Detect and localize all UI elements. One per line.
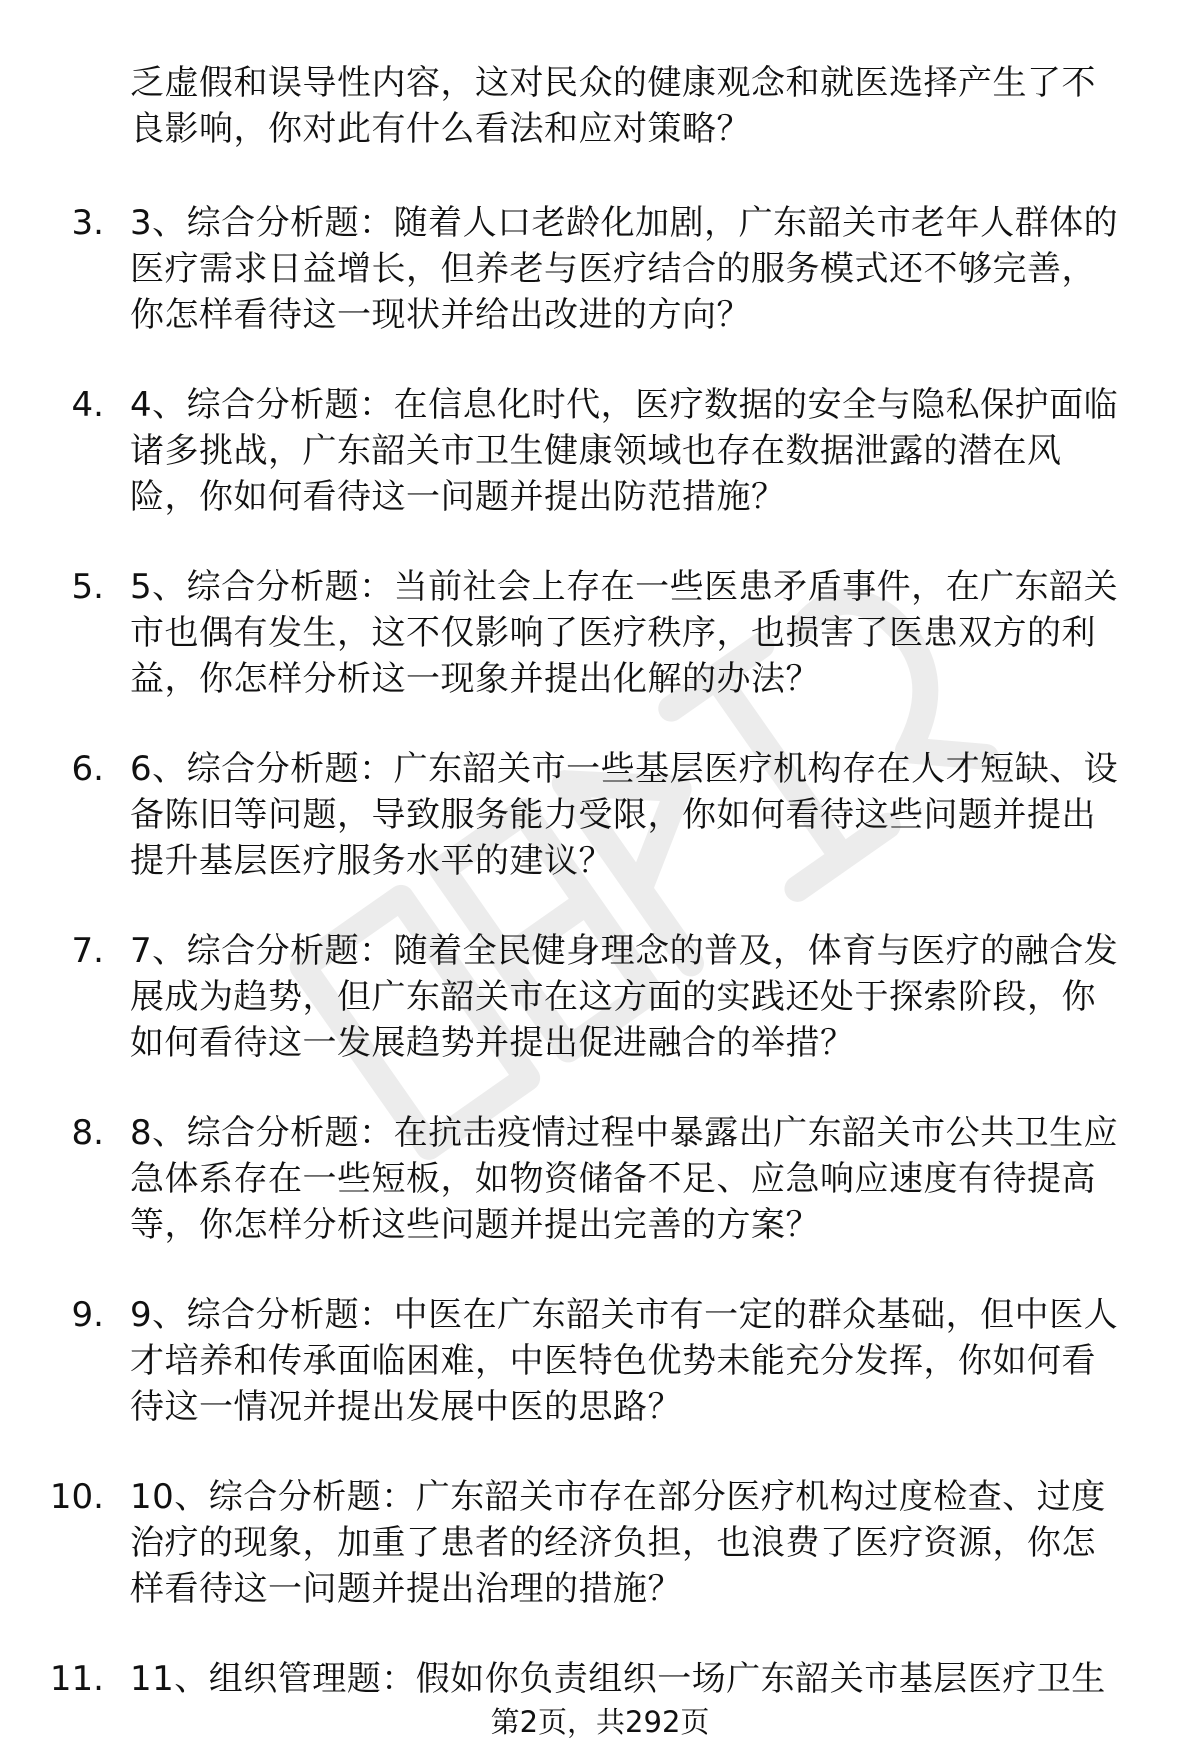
question-line: 医疗需求日益增长，但养老与医疗结合的服务模式还不够完善，: [130, 249, 1096, 289]
question-text: [130, 1474, 1170, 1612]
question-line: 备陈旧等问题，导致服务能力受限，你如何看待这些问题并提出: [130, 795, 1096, 835]
question-text: [130, 382, 1170, 520]
page-footer: 第2页，共292页: [490, 1705, 710, 1739]
list-number: 7.: [71, 931, 104, 971]
question-text: [130, 746, 1170, 884]
list-number: 10.: [49, 1477, 104, 1517]
list-number: 4.: [71, 385, 104, 425]
question-list: [0, 200, 1200, 1702]
list-number: 3.: [71, 203, 104, 243]
question-line: 待这一情况并提出发展中医的思路？: [130, 1387, 682, 1427]
continuation-line: 良影响，你对此有什么看法和应对策略？: [130, 109, 751, 149]
question-line: 提升基层医疗服务水平的建议？: [130, 841, 613, 881]
question-line: 诸多挑战，广东韶关市卫生健康领域也存在数据泄露的潜在风: [130, 431, 1062, 471]
list-number: 6.: [71, 749, 104, 789]
question-line: 市也偶有发生，这不仅影响了医疗秩序，也损害了医患双方的利: [130, 613, 1096, 653]
continuation-line: 乏虚假和误导性内容，这对民众的健康观念和就医选择产生了不: [130, 63, 1096, 103]
question-text: [130, 1292, 1170, 1430]
question-line: 8、综合分析题：在抗击疫情过程中暴露出广东韶关市公共卫生应: [130, 1113, 1119, 1153]
list-item: [0, 382, 1200, 520]
list-item: [0, 1110, 1200, 1248]
question-line: 3、综合分析题：随着人口老龄化加剧，广东韶关市老年人群体的: [130, 203, 1119, 243]
question-text: [130, 928, 1170, 1066]
list-number: 8.: [71, 1113, 104, 1153]
question-line: 样看待这一问题并提出治理的措施？: [130, 1569, 682, 1609]
list-item: [0, 564, 1200, 702]
question-line: 10、综合分析题：广东韶关市存在部分医疗机构过度检查、过度: [130, 1477, 1106, 1517]
question-line: 等，你怎样分析这些问题并提出完善的方案？: [130, 1205, 820, 1245]
list-number: 9.: [71, 1295, 104, 1335]
question-line: 9、综合分析题：中医在广东韶关市有一定的群众基础，但中医人: [130, 1295, 1119, 1335]
question-line: 急体系存在一些短板，如物资储备不足、应急响应速度有待提高: [130, 1159, 1096, 1199]
list-item: [0, 200, 1200, 338]
question-line: 治疗的现象，加重了患者的经济负担，也浪费了医疗资源，你怎: [130, 1523, 1096, 1563]
question-line: 险，你如何看待这一问题并提出防范措施？: [130, 477, 786, 517]
document-body: [0, 60, 1200, 1746]
question-line: 才培养和传承面临困难，中医特色优势未能充分发挥，你如何看: [130, 1341, 1096, 1381]
list-item: [0, 928, 1200, 1066]
question-text: [130, 200, 1170, 338]
question-line: 益，你怎样分析这一现象并提出化解的办法？: [130, 659, 820, 699]
question-line: 如何看待这一发展趋势并提出促进融合的举措？: [130, 1023, 855, 1063]
list-item: [0, 1656, 1200, 1702]
question-line: 5、综合分析题：当前社会上存在一些医患矛盾事件，在广东韶关: [130, 567, 1119, 607]
previous-question-continuation: [0, 60, 1200, 152]
question-line: 4、综合分析题：在信息化时代，医疗数据的安全与隐私保护面临: [130, 385, 1119, 425]
question-text: [130, 1110, 1170, 1248]
list-number: 11.: [49, 1659, 104, 1699]
list-item: [0, 746, 1200, 884]
list-number: 5.: [71, 567, 104, 607]
list-item: [0, 1474, 1200, 1612]
question-line: 7、综合分析题：随着全民健身理念的普及，体育与医疗的融合发: [130, 931, 1119, 971]
question-line: 6、综合分析题：广东韶关市一些基层医疗机构存在人才短缺、设: [130, 749, 1119, 789]
list-item: [0, 1292, 1200, 1430]
question-line: 你怎样看待这一现状并给出改进的方向？: [130, 295, 751, 335]
question-line: 展成为趋势，但广东韶关市在这方面的实践还处于探索阶段，你: [130, 977, 1096, 1017]
question-line: 11、组织管理题：假如你负责组织一场广东韶关市基层医疗卫生: [130, 1659, 1106, 1699]
question-text: [130, 564, 1170, 702]
question-text: [130, 1656, 1170, 1702]
